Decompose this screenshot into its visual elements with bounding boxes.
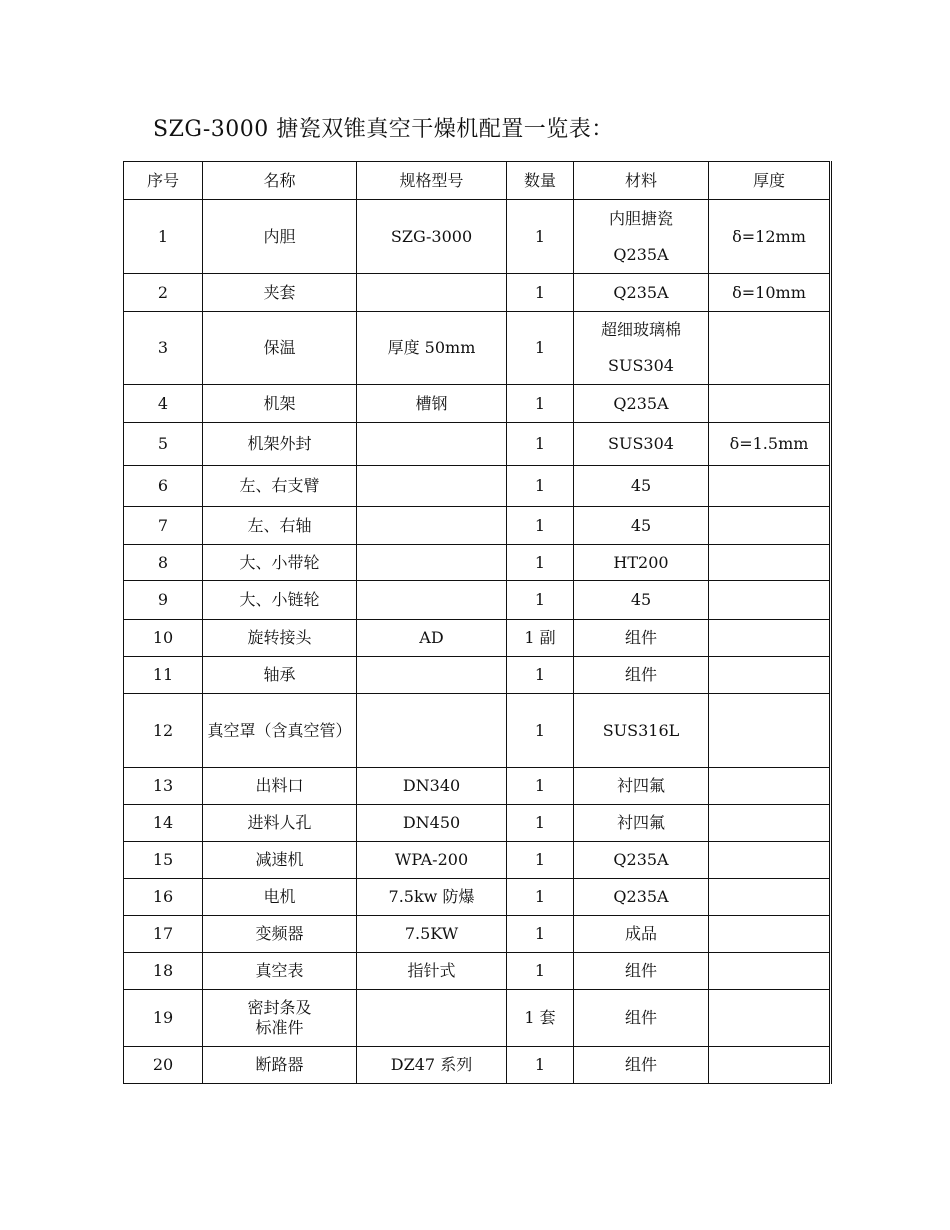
cell-index: 15 (124, 842, 203, 879)
cell-spec (357, 581, 507, 620)
cell-index: 5 (124, 423, 203, 466)
cell-thickness (709, 990, 831, 1047)
cell-name: 进料人孔 (203, 805, 357, 842)
table-row (124, 581, 831, 620)
table-row (124, 990, 831, 1047)
cell-thickness (709, 466, 831, 507)
header-row (124, 162, 831, 200)
table-row (124, 879, 831, 916)
cell-spec: WPA-200 (357, 842, 507, 879)
cell-index: 11 (124, 657, 203, 694)
cell-spec (357, 466, 507, 507)
table-row (124, 545, 831, 581)
table-body (124, 200, 831, 1084)
cell-material: 超细玻璃棉 SUS304 (574, 312, 709, 385)
cell-index: 19 (124, 990, 203, 1047)
cell-index: 7 (124, 507, 203, 545)
cell-quantity: 1 (507, 466, 574, 507)
cell-index: 12 (124, 694, 203, 768)
cell-material: 成品 (574, 916, 709, 953)
table-row (124, 842, 831, 879)
cell-spec (357, 423, 507, 466)
cell-thickness (709, 916, 831, 953)
cell-thickness (709, 842, 831, 879)
cell-index: 1 (124, 200, 203, 274)
table-row (124, 657, 831, 694)
cell-thickness (709, 581, 831, 620)
header-material: 材料 (574, 162, 709, 200)
header-spec: 规格型号 (357, 162, 507, 200)
cell-quantity: 1 (507, 1047, 574, 1084)
cell-quantity: 1 (507, 507, 574, 545)
table-row (124, 805, 831, 842)
cell-thickness (709, 545, 831, 581)
cell-index: 14 (124, 805, 203, 842)
cell-material: 45 (574, 466, 709, 507)
cell-quantity: 1 (507, 842, 574, 879)
cell-name: 内胆 (203, 200, 357, 274)
cell-material: 衬四氟 (574, 768, 709, 805)
cell-material: 内胆搪瓷 Q235A (574, 200, 709, 274)
cell-index: 2 (124, 274, 203, 312)
cell-thickness (709, 805, 831, 842)
cell-name: 出料口 (203, 768, 357, 805)
header-quantity: 数量 (507, 162, 574, 200)
cell-name: 轴承 (203, 657, 357, 694)
cell-name: 减速机 (203, 842, 357, 879)
cell-thickness (709, 620, 831, 657)
cell-name: 旋转接头 (203, 620, 357, 657)
header-thickness: 厚度 (709, 162, 831, 200)
cell-thickness (709, 385, 831, 423)
config-table (123, 161, 832, 1084)
cell-thickness (709, 312, 831, 385)
page-title: SZG-3000 搪瓷双锥真空干燥机配置一览表： (153, 117, 614, 142)
cell-quantity: 1 (507, 581, 574, 620)
cell-material: 45 (574, 581, 709, 620)
cell-name: 真空罩（含真空管） (203, 694, 357, 768)
table-row (124, 466, 831, 507)
cell-spec (357, 657, 507, 694)
cell-name: 大、小链轮 (203, 581, 357, 620)
cell-name: 真空表 (203, 953, 357, 990)
cell-name: 机架外封 (203, 423, 357, 466)
cell-material: Q235A (574, 842, 709, 879)
cell-index: 17 (124, 916, 203, 953)
cell-quantity: 1 套 (507, 990, 574, 1047)
cell-name: 密封条及 标准件 (203, 990, 357, 1047)
table-row (124, 620, 831, 657)
cell-spec: 槽钢 (357, 385, 507, 423)
cell-quantity: 1 副 (507, 620, 574, 657)
cell-index: 10 (124, 620, 203, 657)
cell-name: 电机 (203, 879, 357, 916)
cell-material: Q235A (574, 385, 709, 423)
cell-thickness (709, 768, 831, 805)
cell-material: SUS304 (574, 423, 709, 466)
cell-spec: SZG-3000 (357, 200, 507, 274)
header-index: 序号 (124, 162, 203, 200)
cell-quantity: 1 (507, 768, 574, 805)
cell-material: 45 (574, 507, 709, 545)
cell-quantity: 1 (507, 879, 574, 916)
table-row (124, 385, 831, 423)
cell-spec: 7.5KW (357, 916, 507, 953)
cell-quantity: 1 (507, 953, 574, 990)
cell-thickness: δ=10mm (709, 274, 831, 312)
cell-spec (357, 990, 507, 1047)
cell-material: 组件 (574, 1047, 709, 1084)
cell-spec: 厚度 50mm (357, 312, 507, 385)
cell-thickness (709, 879, 831, 916)
table-row (124, 694, 831, 768)
cell-quantity: 1 (507, 274, 574, 312)
cell-thickness (709, 953, 831, 990)
cell-thickness (709, 1047, 831, 1084)
cell-index: 8 (124, 545, 203, 581)
table-row (124, 423, 831, 466)
cell-quantity: 1 (507, 916, 574, 953)
cell-material: 组件 (574, 953, 709, 990)
cell-name: 变频器 (203, 916, 357, 953)
cell-material: 组件 (574, 990, 709, 1047)
cell-name: 断路器 (203, 1047, 357, 1084)
cell-name: 左、右轴 (203, 507, 357, 545)
cell-name: 机架 (203, 385, 357, 423)
cell-material: HT200 (574, 545, 709, 581)
cell-index: 9 (124, 581, 203, 620)
cell-quantity: 1 (507, 657, 574, 694)
cell-spec: 7.5kw 防爆 (357, 879, 507, 916)
cell-spec: AD (357, 620, 507, 657)
cell-material: 衬四氟 (574, 805, 709, 842)
cell-index: 16 (124, 879, 203, 916)
cell-index: 18 (124, 953, 203, 990)
cell-thickness: δ=12mm (709, 200, 831, 274)
cell-index: 4 (124, 385, 203, 423)
cell-material: Q235A (574, 274, 709, 312)
cell-quantity: 1 (507, 200, 574, 274)
cell-spec: DN450 (357, 805, 507, 842)
cell-quantity: 1 (507, 423, 574, 466)
header-name: 名称 (203, 162, 357, 200)
cell-thickness (709, 657, 831, 694)
cell-material: 组件 (574, 620, 709, 657)
cell-name: 大、小带轮 (203, 545, 357, 581)
table-row (124, 768, 831, 805)
table-row (124, 507, 831, 545)
cell-material: SUS316L (574, 694, 709, 768)
cell-material: Q235A (574, 879, 709, 916)
table-row (124, 200, 831, 274)
table-row (124, 953, 831, 990)
cell-quantity: 1 (507, 385, 574, 423)
cell-quantity: 1 (507, 694, 574, 768)
cell-index: 20 (124, 1047, 203, 1084)
cell-quantity: 1 (507, 805, 574, 842)
cell-spec (357, 545, 507, 581)
cell-spec (357, 274, 507, 312)
cell-spec (357, 507, 507, 545)
cell-name: 夹套 (203, 274, 357, 312)
cell-spec: 指针式 (357, 953, 507, 990)
cell-name: 保温 (203, 312, 357, 385)
cell-index: 13 (124, 768, 203, 805)
cell-spec (357, 694, 507, 768)
table-row (124, 916, 831, 953)
cell-thickness (709, 694, 831, 768)
table-row (124, 274, 831, 312)
cell-spec: DZ47 系列 (357, 1047, 507, 1084)
cell-index: 3 (124, 312, 203, 385)
cell-index: 6 (124, 466, 203, 507)
cell-thickness (709, 507, 831, 545)
table-row (124, 1047, 831, 1084)
cell-quantity: 1 (507, 545, 574, 581)
cell-name: 左、右支臂 (203, 466, 357, 507)
cell-material: 组件 (574, 657, 709, 694)
table-row (124, 312, 831, 385)
cell-quantity: 1 (507, 312, 574, 385)
cell-thickness: δ=1.5mm (709, 423, 831, 466)
cell-spec: DN340 (357, 768, 507, 805)
